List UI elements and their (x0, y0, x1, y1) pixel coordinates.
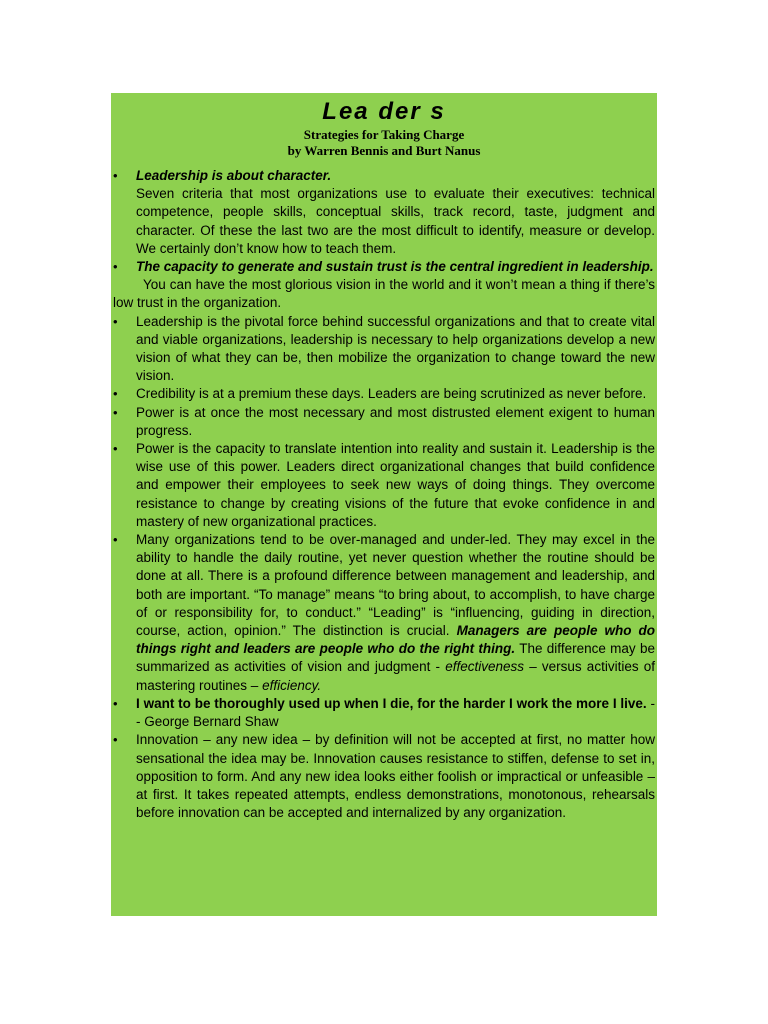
item-italic-word: efficiency. (262, 677, 322, 693)
bullet-list-2 (111, 313, 657, 823)
item-text: Credibility is at a premium these days. Leaders are being scrutinized as never before. (136, 386, 647, 402)
item-text: – versus activities of mastering routines – (136, 659, 655, 693)
bullet-icon: • (113, 404, 118, 420)
list-item (111, 258, 657, 276)
bullet-icon: • (113, 386, 118, 402)
item-heading: The capacity to generate and sustain trust is the central ingredient in leadership. (136, 259, 654, 275)
list-item (111, 167, 657, 258)
item-heading: Leadership is about character. (136, 168, 332, 183)
list-item (111, 404, 657, 440)
bullet-icon: • (113, 441, 118, 457)
item-text: The difference may be summarized as activities of vision and judgment - (136, 641, 655, 675)
item-text: Seven criteria that most organizations use to evaluate their executives: technical competence, people skills, conceptual skills, track record, taste, judgment and character. Of these the last two are the most difficult to identify, measure or develop. We certainly don’t know how to teach them. (136, 186, 655, 256)
item-text: Power is at once the most necessary and most distrusted element exigent to human progress. (136, 404, 655, 438)
bullet-icon: • (113, 168, 118, 183)
item-text: Leadership is the pivotal force behind successful organizations and that to create vital and viable organizations, leadership is necessary to help organizations develop a new vision of what they can be, then mobilize the organization to change toward the new vision. (136, 313, 655, 384)
paragraph: You can have the most glorious vision in the world and it won’t mean a thing if there’s low trust in the organization. (113, 277, 655, 311)
list-item (111, 695, 657, 731)
document-title: Lea der s (322, 98, 446, 125)
bullet-icon: • (113, 532, 118, 548)
bullet-icon: • (113, 259, 118, 275)
document-panel (111, 93, 657, 916)
item-text: Many organizations tend to be over-managed and under-led. They may excel in the ability to handle the daily routine, yet never question whether the routine should be done at all. There is a profound difference between management and leadership, and both are important. “To manage” means “to bring about, to accomplish, to have charge of or responsibility for, to conduct.” “Leading” is “influencing, guiding in direction, course, action, opinion.” The distinction is crucial. (136, 532, 655, 639)
item-text: Innovation – any new idea – by definition will not be accepted at first, no matter how sensational the idea may be. Innovation causes resistance to stiffen, defense to set in, opposition to form. And any new idea looks either foolish or impractical or unfeasible – at first. It takes repeated attempts, endless demonstrations, monotonous, rehearsals before innovation can be accepted and internalized by any organization. (136, 732, 655, 821)
document-subtitle: Strategies for Taking Charge (303, 127, 465, 142)
item-emphasis: Managers are people who do things right and leaders are people who do the right thing. (136, 623, 655, 657)
document-byline: by Warren Bennis and Burt Nanus (287, 143, 481, 158)
bullet-list-1 (111, 167, 657, 276)
list-item (111, 385, 657, 403)
bullet-icon: • (113, 695, 118, 711)
document-body (111, 167, 657, 822)
list-item (111, 313, 657, 386)
list-item (111, 531, 657, 695)
list-item (111, 440, 657, 531)
item-text: Power is the capacity to translate intention into reality and sustain it. Leadership is the wise use of this power. Leaders direct organizational changes that build confidence and empower their employees to seek new ways of doing things. They overcome resistance to change by creating visions of the future that evoke confidence in and mastery of new organizational practices. (136, 441, 655, 529)
quote-text: I want to be thoroughly used up when I die, for the harder I work the more I live. (136, 695, 647, 711)
bullet-icon: • (113, 732, 118, 748)
bullet-icon: • (113, 313, 118, 329)
quote-attribution: -- George Bernard Shaw (136, 695, 655, 730)
list-item (111, 731, 657, 822)
item-italic-word: effectiveness (445, 659, 525, 675)
